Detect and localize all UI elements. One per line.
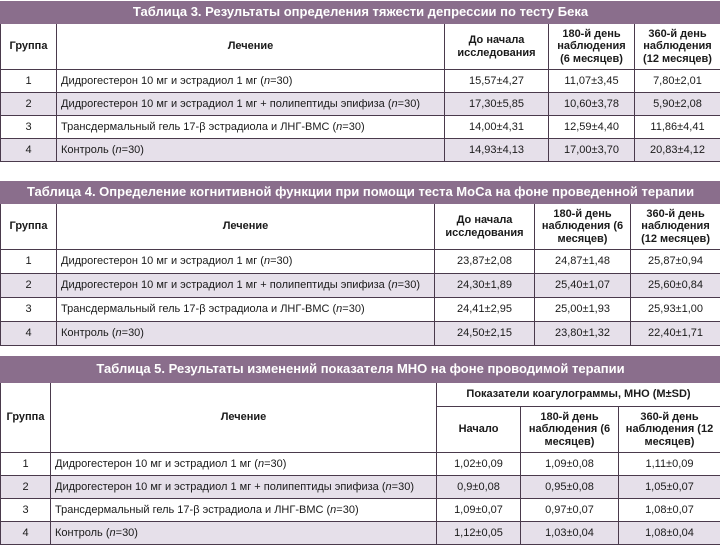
header-day-360: 360-й день наблюдения (12 месяцев): [635, 24, 720, 70]
header-baseline: До начала исследования: [435, 204, 535, 250]
table-row: 3 Трансдермальный гель 17-β эстрадиола и ЛНГ-ВМС (n=30) 14,00±4,31 12,59±4,40 11,86±4,41: [1, 116, 720, 139]
header-day-180: 180-й день наблюдения (6 месяцев): [521, 407, 619, 453]
header-day-360: 360-й день наблюдения (12 месяцев): [619, 407, 720, 453]
table-row: 3 Трансдермальный гель 17-β эстрадиола и ЛНГ-ВМС (n=30) 24,41±2,95 25,00±1,93 25,93±1,00: [1, 298, 720, 322]
table-row: 1 Дидрогестерон 10 мг и эстрадиол 1 мг (n=30) 1,02±0,09 1,09±0,08 1,11±0,09: [1, 453, 720, 476]
header-treatment: Лечение: [57, 204, 435, 250]
table-row: 2 Дидрогестерон 10 мг и эстрадиол 1 мг + полипептиды эпифиза (n=30) 24,30±1,89 25,40±1,07 25,60±0,84: [1, 274, 720, 298]
header-group: Группа: [1, 383, 51, 453]
header-baseline: До начала исследования: [445, 24, 549, 70]
table-row: 1 Дидрогестерон 10 мг и эстрадиол 1 мг (n=30) 23,87±2,08 24,87±1,48 25,87±0,94: [1, 250, 720, 274]
table-row: 3 Трансдермальный гель 17-β эстрадиола и ЛНГ-ВМС (n=30) 1,09±0,07 0,97±0,07 1,08±0,07: [1, 499, 720, 522]
table-row: 2 Дидрогестерон 10 мг и эстрадиол 1 мг + полипептиды эпифиза (n=30) 0,9±0,08 0,95±0,08 1,05±0,07: [1, 476, 720, 499]
header-start: Начало: [437, 407, 521, 453]
table-row: 4 Контроль (n=30) 24,50±2,15 23,80±1,32 22,40±1,71: [1, 322, 720, 346]
table-row: 2 Дидрогестерон 10 мг и эстрадиол 1 мг + полипептиды эпифиза (n=30) 17,30±5,85 10,60±3,78 5,90±2,08: [1, 93, 720, 116]
table-row: 4 Контроль (n=30) 1,12±0,05 1,03±0,04 1,08±0,04: [1, 522, 720, 545]
table-5-title: Таблица 5. Результаты изменений показателя МНО на фоне проводимой терапии: [1, 357, 720, 383]
header-treatment: Лечение: [57, 24, 445, 70]
header-group: Группа: [1, 204, 57, 250]
header-treatment: Лечение: [51, 383, 437, 453]
table-3-title: Таблица 3. Результаты определения тяжести депрессии по тесту Бека: [1, 2, 720, 24]
table-row: 1 Дидрогестерон 10 мг и эстрадиол 1 мг (n=30) 15,57±4,27 11,07±3,45 7,80±2,01: [1, 70, 720, 93]
table-row: 4 Контроль (n=30) 14,93±4,13 17,00±3,70 20,83±4,12: [1, 139, 720, 162]
header-day-360: 360-й день наблюдения (12 месяцев): [631, 204, 720, 250]
header-group: Группа: [1, 24, 57, 70]
table-3: [0, 1, 720, 162]
header-indicators: Показатели коагулограммы, МНО (M±SD): [437, 383, 720, 407]
table-4: [0, 181, 720, 346]
header-day-180: 180-й день наблюдения (6 месяцев): [535, 204, 631, 250]
table-5: [0, 356, 720, 545]
table-4-title: Таблица 4. Определение когнитивной функции при помощи теста МоСа на фоне проведенной терапии: [1, 182, 720, 204]
header-day-180: 180-й день наблюдения (6 месяцев): [549, 24, 635, 70]
